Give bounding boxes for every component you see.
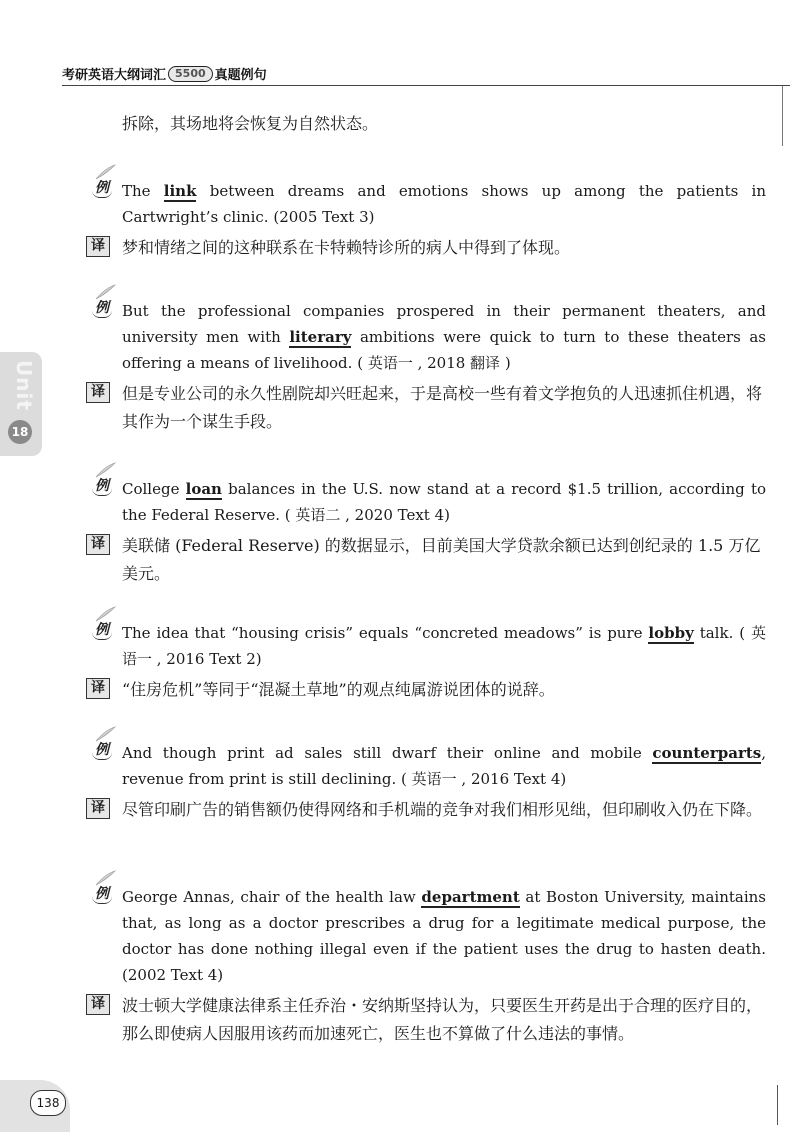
example-marker-label: 例 <box>92 477 112 496</box>
example-entry <box>76 620 766 704</box>
keyword: link <box>163 182 197 200</box>
example-sentence: The idea that “housing crisis” equals “concreted meadows” is pure lobby talk. ( 英语一 , 2016 Text 2) <box>122 624 766 668</box>
quill-icon <box>94 284 116 300</box>
example-marker <box>84 298 114 320</box>
intro-text: 拆除，其场地将会恢复为自然状态。 <box>122 114 379 133</box>
translation-marker: 译 <box>86 994 110 1015</box>
keyword: loan <box>185 480 222 498</box>
quill-icon <box>94 462 116 478</box>
page-number: 138 <box>30 1090 66 1116</box>
quill-icon <box>94 726 116 742</box>
translation-text: 梦和情绪之间的这种联系在卡特赖特诊所的病人中得到了体现。 <box>122 238 571 257</box>
translation-text: 美联储 (Federal Reserve) 的数据显示，目前美国大学贷款余额已达到创纪录的 1.5 万亿美元。 <box>122 536 761 583</box>
example-marker <box>84 476 114 498</box>
example-marker <box>84 740 114 762</box>
header-rule <box>62 85 790 86</box>
example-entry <box>76 298 766 436</box>
example-sentence: George Annas, chair of the health law department at Boston University, maintains that, as long as a doctor prescribes a drug for a legitimate medical purpose, the doctor has done nothing illegal even if the patient uses the drug to hasten death. (2002 Text 4) <box>122 888 766 984</box>
translation-text: 但是专业公司的永久性剧院却兴旺起来，于是高校一些有着文学抱负的人迅速抓住机遇，将其作为一个谋生手段。 <box>122 384 763 431</box>
translation-marker: 译 <box>86 534 110 555</box>
example-marker <box>84 620 114 642</box>
example-entry <box>76 884 766 1048</box>
example-marker <box>84 884 114 906</box>
keyword: lobby <box>648 624 694 642</box>
translation-marker: 译 <box>86 678 110 699</box>
binding-line <box>777 1085 778 1125</box>
example-sentence: College loan balances in the U.S. now stand at a record $1.5 trillion, according to the Federal Reserve. ( 英语二 , 2020 Text 4) <box>122 480 766 524</box>
keyword: counterparts <box>652 744 762 762</box>
example-sentence: But the professional companies prospered in their permanent theaters, and university men with literary ambitions were quick to turn to these theaters as offering a means of livelihood. ( 英语一 , 2018 翻译 ) <box>122 302 766 372</box>
example-sentence: The link between dreams and emotions shows up among the patients in Cartwright’s clinic. (2005 Text 3) <box>122 182 766 226</box>
example-entry <box>76 178 766 262</box>
quill-icon <box>94 164 116 180</box>
example-entry <box>76 476 766 588</box>
example-marker-label: 例 <box>92 885 112 904</box>
example-marker-label: 例 <box>92 621 112 640</box>
unit-label: Unit <box>12 360 36 411</box>
keyword: literary <box>289 328 352 346</box>
header-title: 考研英语大纲词汇 <box>62 68 167 83</box>
header-badge: 5500 <box>168 66 213 82</box>
translation-marker: 译 <box>86 798 110 819</box>
quill-icon <box>94 870 116 886</box>
margin-rule <box>782 86 783 146</box>
translation-marker: 译 <box>86 382 110 403</box>
example-entry <box>76 740 766 824</box>
keyword: department <box>421 888 520 906</box>
translation-text: “住房危机”等同于“混凝土草地”的观点纯属游说团体的说辞。 <box>122 680 555 699</box>
example-marker-label: 例 <box>92 741 112 760</box>
quill-icon <box>94 606 116 622</box>
translation-text: 波士顿大学健康法律系主任乔治・安纳斯坚持认为，只要医生开药是出于合理的医疗目的，那么即使病人因服用该药而加速死亡，医生也不算做了什么违法的事情。 <box>122 996 763 1043</box>
translation-text: 尽管印刷广告的销售额仍使得网络和手机端的竞争对我们相形见绌，但印刷收入仍在下降。 <box>122 800 763 819</box>
running-header <box>62 64 267 83</box>
header-subtitle: 真题例句 <box>214 68 267 83</box>
example-marker <box>84 178 114 200</box>
example-marker-label: 例 <box>92 179 112 198</box>
example-marker-label: 例 <box>92 299 112 318</box>
example-sentence: And though print ad sales still dwarf their online and mobile counterparts, revenue from print is still declining. ( 英语一 , 2016 Text 4) <box>122 744 766 788</box>
translation-marker: 译 <box>86 236 110 257</box>
unit-number: 18 <box>8 420 32 444</box>
